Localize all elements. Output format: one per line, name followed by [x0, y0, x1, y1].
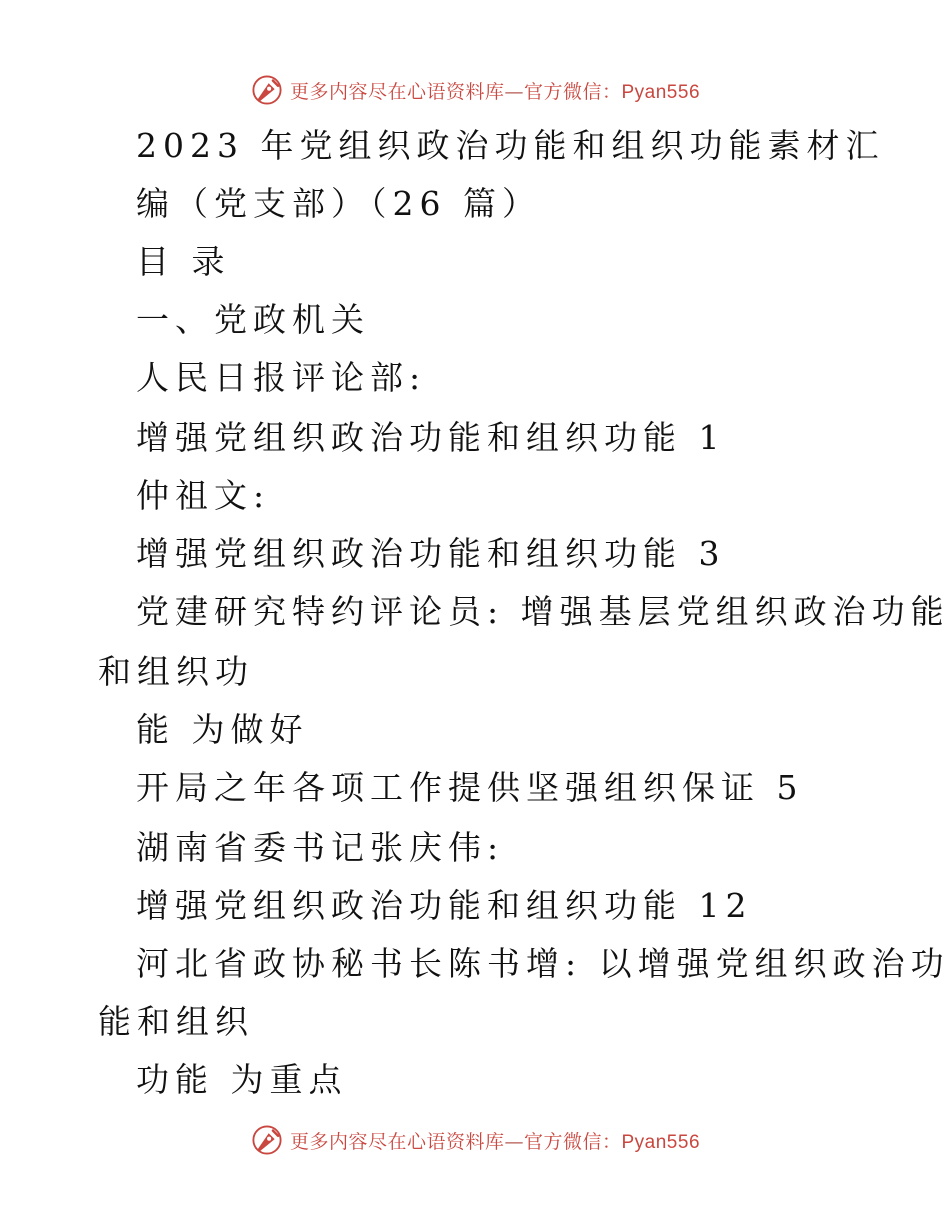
toc-entry: 党建研究特约评论员: 增强基层党组织政治功能: [136, 592, 950, 631]
banner-wechat-id: Pyan556: [621, 81, 701, 103]
toc-entry: 河北省政协秘书长陈书增: 以增强党组织政治功: [136, 944, 950, 983]
toc-entry-wrap: 功能 为重点: [136, 1060, 348, 1099]
toc-entry-wrap: 能和组织: [98, 1002, 254, 1041]
doc-title-line-2: 编（党支部）（26 篇）: [136, 184, 541, 223]
banner-wechat-label: 官方微信：: [523, 80, 622, 103]
toc-entry-wrap: 能 为做好: [136, 710, 309, 749]
banner-text: [290, 1127, 700, 1154]
pen-nib-logo-icon: [250, 1123, 284, 1157]
toc-entry-wrap: 和组织功: [98, 652, 254, 691]
toc-entry: 增强党组织政治功能和组织功能 3: [136, 534, 726, 573]
toc-entry: 开局之年各项工作提供坚强组织保证 5: [136, 768, 804, 807]
footer-banner: [0, 1120, 950, 1160]
toc-heading: 目 录: [136, 242, 231, 281]
toc-entry: 增强党组织政治功能和组织功能 1: [136, 418, 726, 457]
banner-wechat-id: Pyan556: [621, 1131, 701, 1153]
banner-separator: —: [504, 1130, 524, 1153]
toc-author: 仲祖文:: [136, 476, 271, 515]
toc-author: 湖南省委书记张庆伟:: [136, 828, 505, 867]
banner-main-text: 更多内容尽在心语资料库: [289, 80, 505, 103]
section-heading: 一、党政机关: [136, 300, 370, 339]
toc-author: 人民日报评论部:: [136, 358, 427, 397]
toc-entry: 增强党组织政治功能和组织功能 12: [136, 886, 753, 925]
banner-main-text: 更多内容尽在心语资料库: [289, 1130, 505, 1153]
doc-title-line-1: 2023 年党组织政治功能和组织功能素材汇: [136, 126, 885, 165]
banner-separator: —: [504, 80, 524, 103]
banner-wechat-label: 官方微信：: [523, 1130, 622, 1153]
